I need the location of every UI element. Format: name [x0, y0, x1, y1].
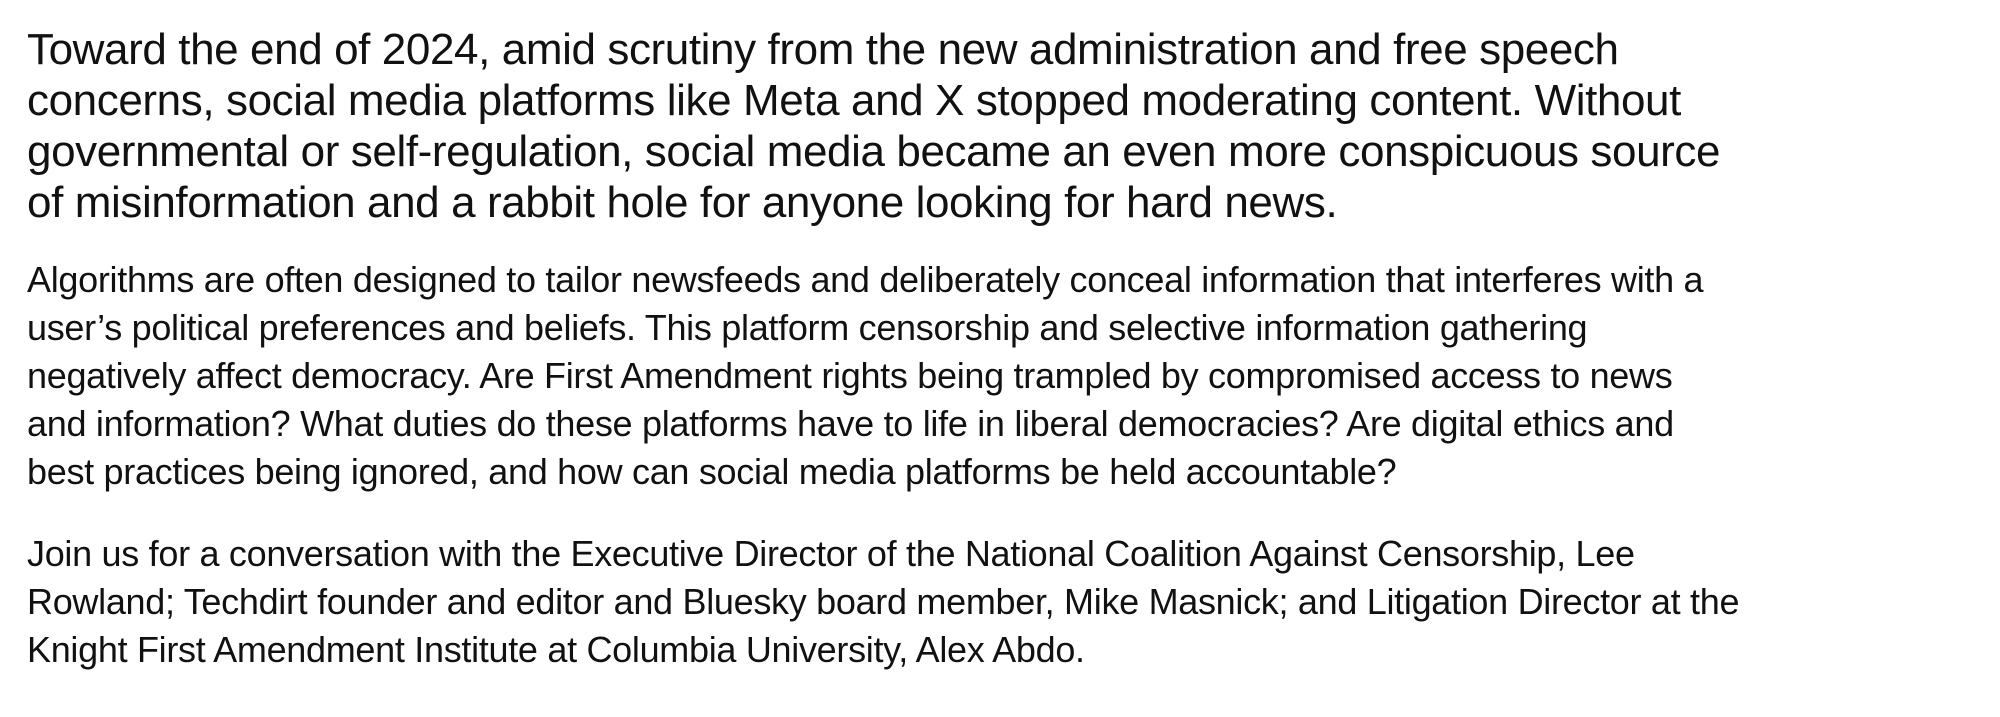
- article-body: [27, 24, 1987, 674]
- body-paragraph-algorithms: Algorithms are often designed to tailor newsfeeds and deliberately conceal information that interferes with a user’s political preferences and beliefs. This platform censorship and selective information gathering negatively affect democracy. Are First Amendment rights being trampled by compromised access to news and information? What duties do these platforms have to life in liberal democracies? Are digital ethics and best practices being ignored, and how can social media platforms be held accountable?: [27, 259, 1704, 492]
- body-paragraph-speakers: Join us for a conversation with the Executive Director of the National Coalition Against Censorship, Lee Rowland; Techdirt founder and editor and Bluesky board member, Mike Masnick; and Litigation Director at the Knight First Amendment Institute at Columbia University, Alex Abdo.: [27, 533, 1740, 670]
- lead-paragraph: Toward the end of 2024, amid scrutiny from the new administration and free speech concerns, social media platforms like Meta and X stopped moderating content. Without governmental or self-regulation, social media became an even more conspicuous source of misinformation and a rabbit hole for anyone looking for hard news.: [27, 25, 1721, 227]
